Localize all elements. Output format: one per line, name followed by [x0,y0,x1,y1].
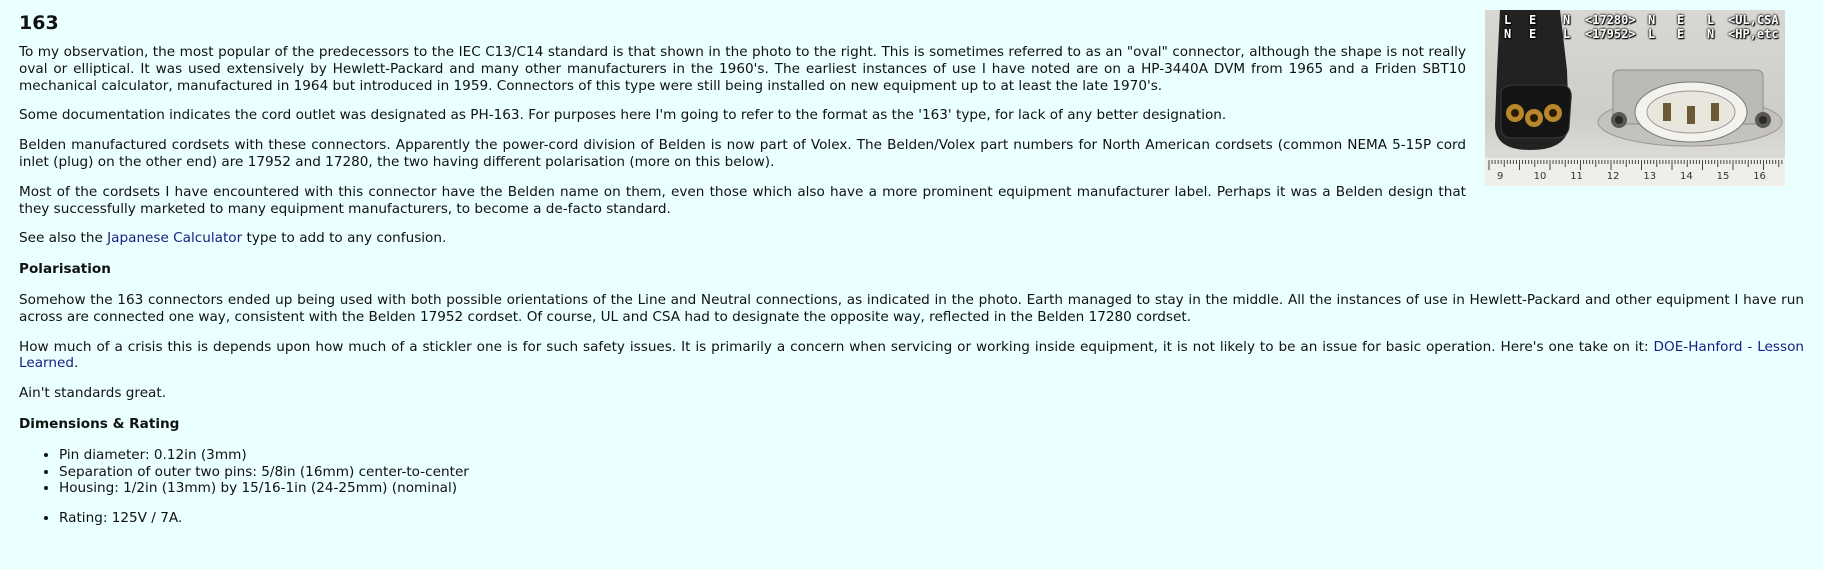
crisis-paragraph [19,339,1804,373]
photo-label-row2-n1: N [1504,27,1512,41]
photo-label-row1-n1: N [1563,13,1571,27]
photo-label-row2-e1: E [1529,27,1537,41]
japanese-calculator-link[interactable]: Japanese Calculator [107,230,243,247]
dimensions-list [19,447,1804,497]
belden-paragraph: Belden manufactured cordsets with these connectors. Apparently the power-cord division of Belden is now part of Volex. The Belden/Volex part numbers for North American cordsets (common NEMA 5-15P cord inlet (plug) on the other end) are 17952 and 17280, the two having different polarisation (more on this below). [19,137,1466,170]
see-also-paragraph [19,230,1466,247]
see-also-prefix: See also the [19,230,108,247]
list-item: • Housing: 1/2in (13mm) by 15/16-1in (24-25mm) (nominal) [59,480,1804,497]
rating-list [19,510,1804,527]
photo-label-row1-l1: L [1504,13,1512,27]
connector-photo [1485,10,1785,186]
photo-label-row1-e1: E [1529,13,1537,27]
photo-label-row1-l2: L [1707,13,1715,27]
ruler-label: 16 [1753,171,1766,182]
page-title: 163 [19,12,59,34]
crisis-text: How much of a crisis this is depends upon how much of a stickler one is for such safety issues. It is primarily a concern when servicing or working inside equipment, it is not likely to be an issue for basic operation. Here's one take on it: [19,338,1654,355]
see-also-suffix: type to add to any confusion. [242,230,447,247]
list-item: • Pin diameter: 0.12in (3mm) [59,447,1804,464]
doe-hanford-link[interactable]: DOE-Hanford - Lesson Learned [19,338,1804,372]
standards-paragraph: Ain't standards great. [19,385,167,402]
ruler-label: 15 [1716,171,1730,182]
photo-label-row2-maker: <HP,etc [1728,27,1779,41]
ruler-label: 11 [1570,171,1583,182]
photo-label-row1-n2: N [1648,13,1656,27]
ruler-label: 10 [1533,171,1547,182]
photo-label-row2-n2: N [1707,27,1715,41]
list-item: • Separation of outer two pins: 5/8in (16mm) center-to-center [59,464,1804,481]
photo-label-row2-part: <17952> [1585,27,1636,41]
designation-paragraph: Some documentation indicates the cord outlet was designated as PH-163. For purposes here I'm going to refer to the format as the '163' type, for lack of any better designation. [19,107,1227,124]
rating-item: • Rating: 125V / 7A. [59,510,1804,527]
ruler-label: 12 [1606,171,1620,182]
dimensions-heading: Dimensions & Rating [19,415,180,432]
photo-label-row2-l1: L [1563,27,1571,41]
polarisation-paragraph: Somehow the 163 connectors ended up being used with both possible orientations of the Line and Neutral connections, as indicated in the photo. Earth managed to stay in the middle. All the instances of use in Hewlett-Packard and other equipment I have run across are connected one way, consistent with the Belden 17952 cordset. Of course, UL and CSA had to designate the opposite way, reflected in the Belden 17280 cordset. [19,291,1804,325]
photo-label-row2-e2: E [1677,27,1685,41]
polarisation-heading: Polarisation [19,261,111,278]
photo-label-row1-agency: <UL,CSA [1728,13,1779,27]
ruler-label: 14 [1680,171,1693,182]
photo-label-row1-e2: E [1677,13,1685,27]
intro-paragraph: To my observation, the most popular of the predecessors to the IEC C13/C14 standard is that shown in the photo to the right. This is sometimes referred to as an "oval" connector, although the shape is not really oval or elliptical. It was used extensively by Hewlett-Packard and many other manufacturers in the 1960's. The earliest instances of use I have noted are on a HP-3440A DVM from 1965 and a Friden SBT10 mechanical calculator, manufactured in 1964 but introduced in 1959. Connectors of this type were still being installed on new equipment up to at least the late 1970's. [19,44,1466,94]
ruler-label: 13 [1643,171,1657,182]
photo-label-row1-part: <17280> [1585,13,1636,27]
crisis-suffix: . [74,355,79,372]
cordsets-paragraph: Most of the cordsets I have encountered with this connector have the Belden name on them, even those which also have a more prominent equipment manufacturer label. Perhaps it was a Belden design that they successfully marketed to many equipment manufacturers, to become a de-facto standard. [19,183,1466,217]
ruler-label: 9 [1497,171,1504,182]
photo-label-row2-l2: L [1648,27,1656,41]
